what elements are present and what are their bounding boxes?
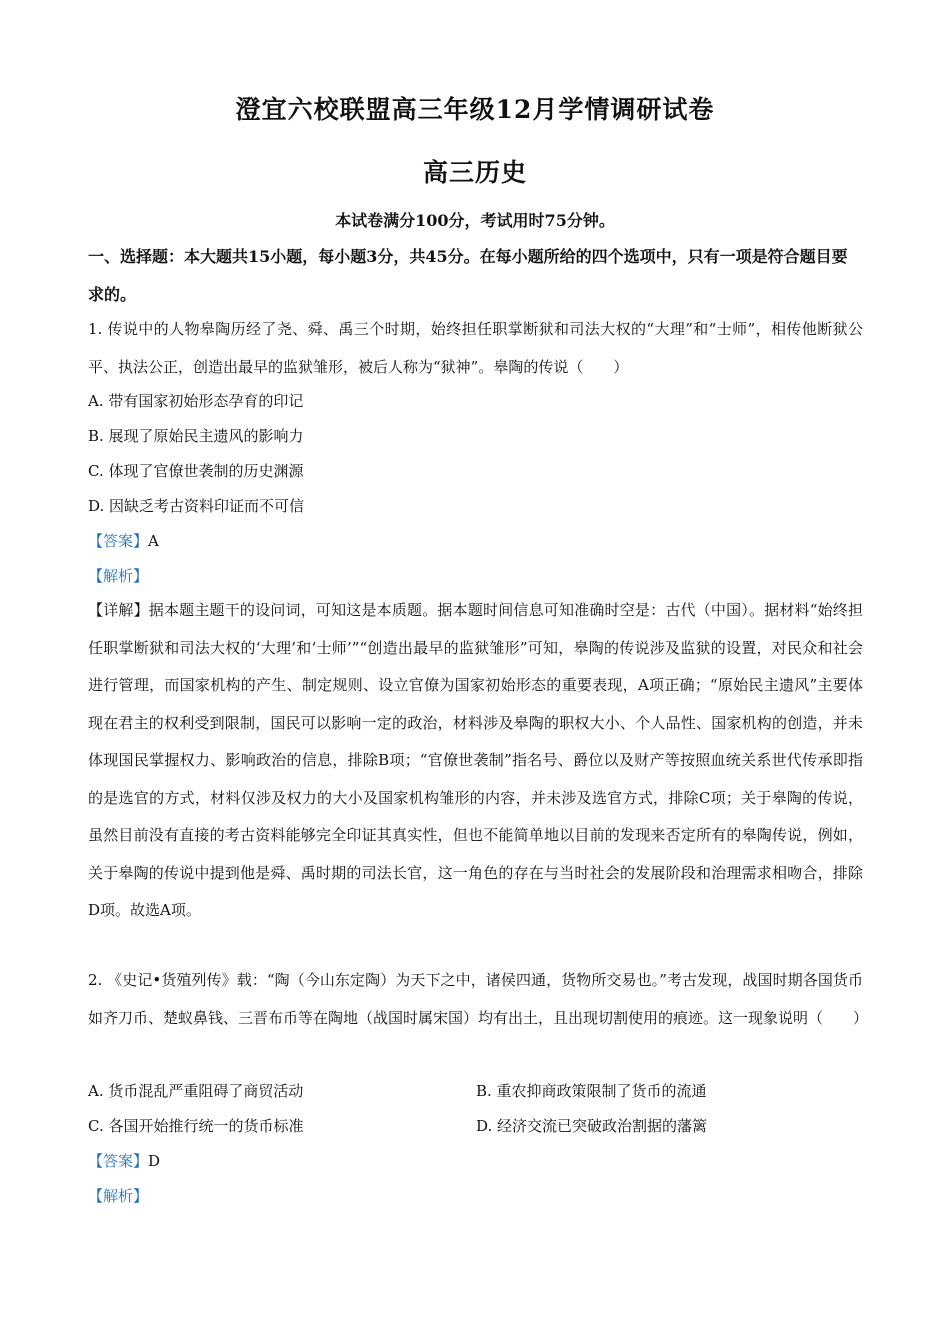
q2-stem: 2. 《史记•货殖列传》载：“陶（今山东定陶）为天下之中，诸侯四通，货物所交易也。”考古发现，战国时期各国货币如齐刀币、楚蚁鼻钱、三晋布币等在陶地（战国时属宋国）均有出土，且出现切割使用的痕迹。这一现象说明（ ） — [88, 971, 869, 1027]
q2-analysis-tag — [88, 1186, 148, 1206]
detail-text: 据本题主题干的设问词，可知这是本质题。据本题时间信息可知准确时空是：古代（中国）。据材料“始终担任职掌断狱和司法大权的‘大理’和‘士师’”“创造出最早的监狱雏形”可知，皋陶的传说涉及监狱的设置，对民众和社会进行管理，而国家机构的产生、制定规则、设立官僚为国家初始形态的重要表现，A项正确；“原始民主遗风”主要体现在君主的权利受到限制，国民可以影响一定的政治，材料涉及皋陶的职权大小、个人品性、国家机构的创造，并未体现国民掌握权力、影响政治的信息，排除B项；“官僚世袭制”指名号、爵位以及财产等按照血统关系世代传承即指的是选官的方式，材料仅涉及权力的大小及国家机构雏形的内容，并未涉及选官方式，排除C项；关于皋陶的传说，虽然目前没有直接的考古资料能够完全印证其真实性，但也不能简单地以目前的发现来否定所有的皋陶传说，例如，关于皋陶的传说中提到他是舜、禹时期的司法长官，这一角色的存在与当时社会的发展阶段和治理需求相吻合，排除D项。故选A项。 — [88, 601, 863, 919]
q1-answer — [88, 531, 159, 551]
analysis-tag: 【解析】 — [88, 567, 149, 585]
q2-option-b: B. 重农抑商政策限制了货币的流通 — [476, 1082, 707, 1100]
q1-option-a: A. 带有国家初始形态孕育的印记 — [88, 392, 304, 410]
answer-value: A — [148, 532, 159, 550]
section-heading: 一、选择题：本大题共15小题，每小题3分，共45分。在每小题所给的四个选项中，只有一项是符合题目要求的。 — [88, 247, 848, 304]
q1-option-d: D. 因缺乏考古资料印证而不可信 — [88, 497, 305, 515]
q2-option-d: D. 经济交流已突破政治割据的藩篱 — [476, 1117, 708, 1135]
q1-option-b: B. 展现了原始民主遗风的影响力 — [88, 427, 304, 445]
q2-answer — [88, 1151, 160, 1171]
answer-tag: 【答案】 — [88, 532, 149, 550]
exam-title: 澄宜六校联盟高三年级12月学情调研试卷 — [235, 95, 715, 124]
analysis-tag: 【解析】 — [88, 1187, 149, 1205]
exam-subject: 高三历史 — [422, 158, 527, 187]
answer-tag: 【答案】 — [88, 1152, 149, 1170]
exam-note: 本试卷满分100分，考试用时75分钟。 — [335, 211, 615, 230]
q2-option-a: A. 货币混乱严重阻碍了商贸活动 — [88, 1082, 304, 1100]
q1-option-c: C. 体现了官僚世袭制的历史渊源 — [88, 462, 304, 480]
q1-detail — [88, 592, 863, 930]
detail-tag: 【详解】 — [88, 601, 149, 619]
q1-analysis-tag — [88, 566, 148, 586]
answer-value: D — [148, 1152, 161, 1170]
q2-option-c: C. 各国开始推行统一的货币标准 — [88, 1117, 304, 1135]
q1-stem: 1. 传说中的人物皋陶历经了尧、舜、禹三个时期，始终担任职掌断狱和司法大权的“大理”和“士师”，相传他断狱公平、执法公正，创造出最早的监狱雏形，被后人称为“狱神”。皋陶的传说（ ） — [88, 320, 863, 376]
